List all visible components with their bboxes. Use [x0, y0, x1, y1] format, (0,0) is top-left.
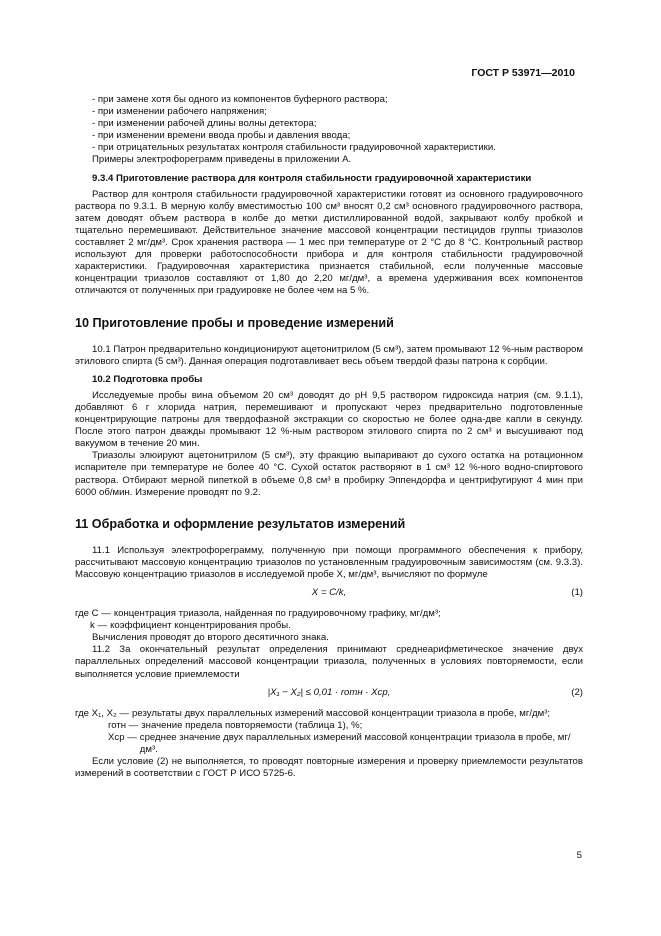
final-paragraph: Если условие (2) не выполняется, то проводят повторные измерения и проверку приемлемости результатов измерений в соответствии с ГОСТ Р ИСО 5725-6.: [75, 756, 583, 780]
rounding-paragraph: Вычисления проводят до второго десятичного знака.: [92, 632, 329, 644]
formula-1-number: (1): [571, 587, 583, 599]
section-10-2-title: 10.2 Подготовка пробы: [92, 373, 203, 385]
list-item: - при изменении времени ввода пробы и давления ввода;: [92, 130, 351, 142]
legend-text: результаты двух параллельных измерений массовой концентрации триазола в пробе, мг/дм³;: [132, 707, 551, 719]
legend-symbol: где C —: [75, 608, 111, 620]
legend-text: концентрация триазола, найденная по градуировочному графику, мг/дм³;: [113, 608, 441, 620]
formula-1: [75, 587, 583, 604]
conditions-list: [75, 94, 583, 154]
section-11-title: 11 Обработка и оформление результатов измерений: [75, 516, 406, 531]
section-10-1-text: 10.1 Патрон предварительно кондиционируют ацетонитрилом (5 см³), затем промывают 12 %-ным раствором этилового спирта (5 см³). Данная операция подготавливает весь объем твердой фазы патрона к сорбции.: [75, 343, 583, 367]
formula-2-legend-row: [75, 720, 583, 732]
list-item: - при замене хотя бы одного из компонентов буферного раствора;: [92, 94, 388, 105]
legend-symbol: Xср —: [108, 731, 137, 743]
section-11-1-text: 11.1 Используя электрофореграмму, полученную при помощи программного обеспечения к прибору, рассчитывают массовую концентрацию триазолов по установленным градуировочным зависимостям (см. 9.3.3). Массовую концентрацию триазолов в исследуемой пробе X, мг/дм³, вычисляют по формуле: [75, 544, 583, 580]
formula-2-legend-row: [75, 708, 583, 720]
section-10-title: 10 Приготовление пробы и проведение измерений: [75, 315, 394, 330]
section-9-3-4-title: 9.3.4 Приготовление раствора для контроля стабильности градуировочной характеристики: [92, 172, 532, 184]
list-item: - при изменении рабочей длины волны детектора;: [92, 118, 317, 130]
formula-1-legend-row: [75, 620, 583, 632]
section-9-3-4-text: Раствор для контроля стабильности градуировочной характеристики готовят из основного градуировочного раствора по 9.3.1. В мерную колбу вместимостью 100 см³ вносят 0,2 см³ основного градуировочного раствора, затем доводят объем раствора в колбе до метки дистиллированной водой, закрывают колбу пробкой и тщательно перемешивают. Действительное значение массовой концентрации пестицидов группы триазолов составляет 2 мг/дм³. Срок хранения раствора — 1 мес при температуре от 2 °С до 8 °С. Контрольный раствор используют для проверки работоспособности прибора и для контроля стабильности градуировочной характеристики. Градуировочная характеристика признается стабильной, если полученные массовые концентрации триазолов составляют от 1,80 до 2,20 мг/дм³, а времена удерживания всех компонентов отличаются от полученных при градуировке не более чем на 5 %.: [75, 188, 583, 297]
list-item: - при изменении рабочего напряжения;: [92, 106, 267, 118]
page-number: 5: [576, 850, 582, 861]
legend-symbol: k —: [90, 620, 108, 632]
section-10-2-text-1: Исследуемые пробы вина объемом 20 см³ доводят до рН 9,5 раствором гидроксида натрия (см. 9.1.1), добавляют 6 г хлорида натрия, перемешивают и пропускают через предварительно подготовленные концентрирующие патроны для твердофазной экстракции со скоростью не более одна-две капли в секунду. После этого патрон дважды промывают 12 %-ным раствором этилового спирта по 2 см³ и высушивают под вакуумом в течение 20 мин.: [75, 389, 583, 450]
document-body: [75, 94, 583, 780]
section-11-2-text: 11.2 За окончательный результат определения принимают среднеарифметическое значение двух параллельных определений массовой концентрации триазола, полученных в условиях повторяемости, если выполняется условие приемлемости: [75, 644, 583, 680]
legend-text: значение предела повторяемости (таблица 1), %;: [141, 719, 363, 731]
legend-text: коэффициент концентрирования пробы.: [110, 620, 291, 632]
section-10-2-text-2: Триазолы элюируют ацетонитрилом (5 см³), эту фракцию выпаривают до сухого остатка на ротационном испарителе при температуре не более 40 °С. Сухой остаток растворяют в 1 см³ 12 %-ного водно-спиртового раствора. Отбирают мерной пипеткой в объеме 0,8 см³ в пробирку Эппендорфа и центрифугируют 4 мин при 6000 об/мин. Измерение проводят по 9.2.: [75, 450, 583, 498]
standard-number: ГОСТ Р 53971—2010: [471, 67, 575, 79]
formula-1-expression: X = C/k,: [311, 587, 347, 599]
formula-1-legend-row: [75, 608, 583, 620]
legend-symbol: где X₁, X₂ —: [75, 707, 130, 719]
legend-text: среднее значение двух параллельных измерений массовой концентрации триазола в пробе, мг/дм³.: [139, 731, 571, 755]
legend-symbol: rотн —: [108, 719, 139, 731]
examples-paragraph: Примеры электрофореграмм приведены в приложении А.: [92, 154, 352, 166]
list-item: - при отрицательных результатах контроля стабильности градуировочной характеристики.: [92, 142, 496, 154]
formula-2-number: (2): [571, 686, 583, 698]
formula-2: [75, 687, 583, 704]
formula-2-legend-row: [75, 732, 583, 756]
formula-2-expression: |X₁ − X₂| ≤ 0,01 · rотн · Xср,: [267, 686, 391, 698]
